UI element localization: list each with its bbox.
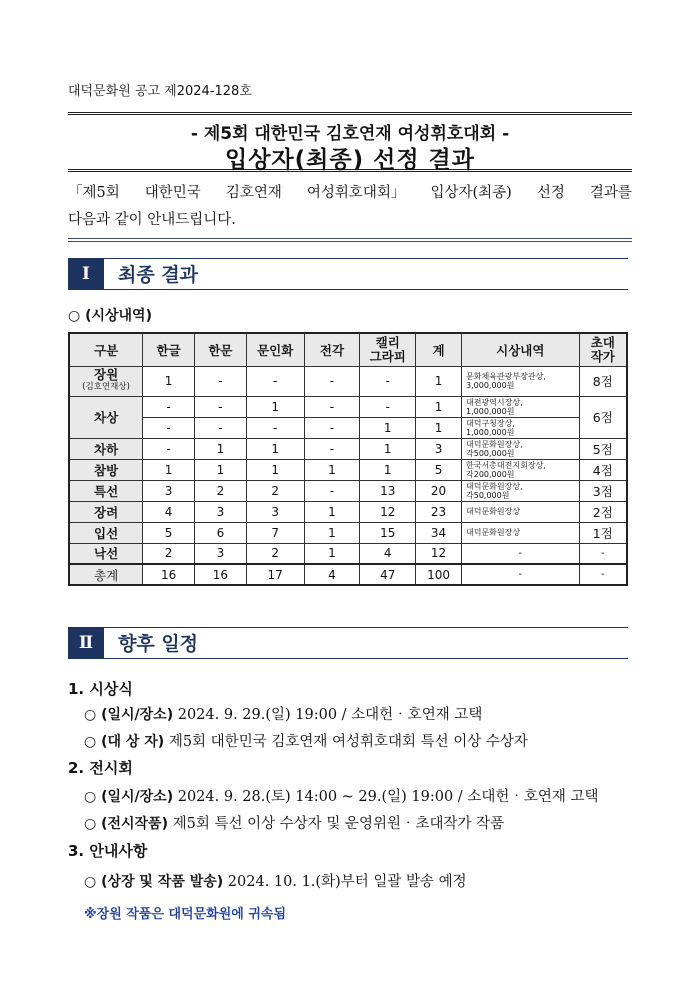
table-row <box>69 366 627 396</box>
col-header-invited-author: 초대 작가 <box>579 333 627 366</box>
cell-munin: 1 <box>246 438 304 459</box>
cell-munin: 1 <box>246 459 304 480</box>
title-box <box>68 112 632 172</box>
cell-hangul: 16 <box>143 564 195 585</box>
intro-word: 「제5회 <box>68 185 120 201</box>
col-header-grade: 구분 <box>69 333 143 366</box>
cell-calligraphy: 15 <box>360 522 416 543</box>
schedule-item-label: ○ (전시작품) <box>84 816 168 832</box>
grade-cell: 차하 <box>69 438 143 459</box>
cell-hanmun: - <box>194 417 246 438</box>
schedule-item-label: ○ (일시/장소) <box>84 707 174 723</box>
cell-hanmun: - <box>194 396 246 417</box>
intro-divider <box>68 238 632 242</box>
cell-munin: - <box>246 366 304 396</box>
schedule-heading-exhibition: 2. 전시회 <box>68 759 133 777</box>
section-number: Ⅱ <box>68 627 104 659</box>
col-header-jeongak: 전각 <box>304 333 360 366</box>
cell-total: 1 <box>416 366 462 396</box>
cell-award: 대덕문화원장상, 각500,000원 <box>462 438 580 459</box>
cell-jeongak: - <box>304 417 360 438</box>
schedule-item-label: ○ (일시/장소) <box>84 789 174 805</box>
awards-subheading: ○ (시상내역) <box>68 308 152 324</box>
cell-jeongak: - <box>304 438 360 459</box>
table-header-row <box>69 333 627 366</box>
cell-jeongak: - <box>304 366 360 396</box>
cell-munin: 2 <box>246 543 304 564</box>
ownership-note: ※장원 작품은 대덕문화원에 귀속됨 <box>84 907 287 922</box>
cell-award: 대덕문화원장상, 각50,000원 <box>462 480 580 501</box>
cell-hangul: 4 <box>143 501 195 522</box>
cell-jeongak: - <box>304 396 360 417</box>
schedule-item-text: 제5회 특선 이상 수상자 및 운영위원‧초대작가 작품 <box>167 816 505 832</box>
col-header-hanmun: 한문 <box>194 333 246 366</box>
col-header-total: 계 <box>416 333 462 366</box>
cell-total: 20 <box>416 480 462 501</box>
schedule-item <box>84 785 598 806</box>
table-row <box>69 396 627 417</box>
cell-total: 5 <box>416 459 462 480</box>
cell-hanmun: 3 <box>194 543 246 564</box>
section-title: 향후 일정 <box>118 633 199 655</box>
cell-hangul: 3 <box>143 480 195 501</box>
grade-cell <box>69 366 143 396</box>
cell-award: 대덕문화원장상 <box>462 501 580 522</box>
cell-hangul: - <box>143 396 195 417</box>
intro-word: 입상자(최종) <box>430 185 512 201</box>
section-number: Ⅰ <box>68 258 104 290</box>
cell-hangul: 1 <box>143 459 195 480</box>
cell-invited-author: 4점 <box>579 459 627 480</box>
schedule-item-label: ○ (대 상 자) <box>84 734 165 750</box>
grade-cell: 총계 <box>69 564 143 585</box>
table-row <box>69 459 627 480</box>
cell-invited-author: - <box>579 564 627 585</box>
cell-munin: 7 <box>246 522 304 543</box>
cell-hanmun: - <box>194 366 246 396</box>
section-heading-2 <box>68 627 628 659</box>
results-table <box>68 332 628 586</box>
page-title: 입상자(최종) 선정 결과 <box>224 147 475 173</box>
cell-hangul: 5 <box>143 522 195 543</box>
notice-number: 대덕문화원 공고 제2024-128호 <box>68 84 252 99</box>
table-row <box>69 438 627 459</box>
cell-invited-author: 1점 <box>579 522 627 543</box>
table-row <box>69 501 627 522</box>
cell-calligraphy: 1 <box>360 417 416 438</box>
cell-award: - <box>462 543 580 564</box>
schedule-item-text: 2024. 9. 28.(토) 14:00 ~ 29.(일) 19:00 / 소대헌‧호연재 고택 <box>173 789 599 805</box>
cell-total: 34 <box>416 522 462 543</box>
intro-word: 대한민국 <box>144 185 201 201</box>
cell-invited-author: 6점 <box>579 396 627 438</box>
cell-jeongak: 1 <box>304 459 360 480</box>
grade-cell: 참방 <box>69 459 143 480</box>
cell-hanmun: 16 <box>194 564 246 585</box>
cell-calligraphy: 4 <box>360 543 416 564</box>
cell-invited-author: 2점 <box>579 501 627 522</box>
cell-calligraphy: - <box>360 366 416 396</box>
cell-hangul: 2 <box>143 543 195 564</box>
cell-invited-author: 5점 <box>579 438 627 459</box>
cell-hangul: 1 <box>143 366 195 396</box>
intro-word: 여성휘호대회」 <box>306 185 406 201</box>
cell-award: - <box>462 564 580 585</box>
cell-total: 3 <box>416 438 462 459</box>
cell-calligraphy: 12 <box>360 501 416 522</box>
cell-jeongak: 4 <box>304 564 360 585</box>
schedule-item-text: 2024. 9. 29.(일) 19:00 / 소대헌‧호연재 고택 <box>173 707 483 723</box>
cell-hanmun: 1 <box>194 438 246 459</box>
table-row <box>69 480 627 501</box>
cell-hanmun: 1 <box>194 459 246 480</box>
cell-total: 1 <box>416 417 462 438</box>
schedule-item <box>84 730 528 751</box>
section-title: 최종 결과 <box>118 264 199 286</box>
intro-line-2: 다음과 같이 안내드립니다. <box>68 212 236 228</box>
schedule-item-text: 2024. 10. 1.(화)부터 일괄 발송 예정 <box>223 874 467 890</box>
col-header-hangul: 한글 <box>143 333 195 366</box>
intro-word: 결과를 <box>589 185 632 201</box>
schedule-item-label: ○ (상장 및 작품 발송) <box>84 874 224 890</box>
cell-munin: 3 <box>246 501 304 522</box>
cell-munin: 2 <box>246 480 304 501</box>
cell-total: 1 <box>416 396 462 417</box>
cell-award: 대덕문화원장상 <box>462 522 580 543</box>
cell-award: 대덕구청장상, 1,000,000원 <box>462 417 580 438</box>
cell-hangul: - <box>143 438 195 459</box>
grade-cell: 장려 <box>69 501 143 522</box>
col-header-award: 시상내역 <box>462 333 580 366</box>
cell-calligraphy: 13 <box>360 480 416 501</box>
grade-cell: 특선 <box>69 480 143 501</box>
schedule-item <box>84 812 504 833</box>
cell-invited-author: 3점 <box>579 480 627 501</box>
schedule-heading-notice: 3. 안내사항 <box>68 842 148 860</box>
table-row <box>69 522 627 543</box>
cell-calligraphy: 47 <box>360 564 416 585</box>
cell-hanmun: 3 <box>194 501 246 522</box>
cell-munin: 17 <box>246 564 304 585</box>
cell-jeongak: 1 <box>304 543 360 564</box>
schedule-item <box>84 703 482 724</box>
cell-calligraphy: 1 <box>360 459 416 480</box>
grade-sublabel: (김호연재상) <box>82 382 130 392</box>
grade-cell: 낙선 <box>69 543 143 564</box>
cell-total: 23 <box>416 501 462 522</box>
grade-cell: 입선 <box>69 522 143 543</box>
intro-word: 김호연재 <box>225 185 282 201</box>
cell-hanmun: 6 <box>194 522 246 543</box>
intro-word: 선정 <box>536 185 565 201</box>
cell-invited-author: - <box>579 543 627 564</box>
schedule-item <box>84 870 467 891</box>
title-subtitle: - 제5회 대한민국 김호연재 여성휘호대회 - <box>190 124 510 144</box>
section-heading-1 <box>68 258 628 290</box>
cell-award: 문화체육관광부장관상, 3,000,000원 <box>462 366 580 396</box>
cell-jeongak: 1 <box>304 501 360 522</box>
grade-label: 장원 <box>94 367 119 382</box>
intro-paragraph <box>68 180 632 234</box>
cell-calligraphy: - <box>360 396 416 417</box>
cell-total: 12 <box>416 543 462 564</box>
schedule-heading-ceremony: 1. 시상식 <box>68 680 133 698</box>
cell-jeongak: 1 <box>304 522 360 543</box>
schedule-item-text: 제5회 대한민국 김호연재 여성휘호대회 특선 이상 수상자 <box>164 734 528 750</box>
table-row <box>69 543 627 564</box>
cell-munin: - <box>246 417 304 438</box>
cell-hanmun: 2 <box>194 480 246 501</box>
cell-total: 100 <box>416 564 462 585</box>
grade-cell: 차상 <box>69 396 143 438</box>
intro-line-1 <box>68 180 632 207</box>
cell-hangul: - <box>143 417 195 438</box>
cell-jeongak: - <box>304 480 360 501</box>
cell-award: 대전광역시장상, 1,000,000원 <box>462 396 580 417</box>
cell-munin: 1 <box>246 396 304 417</box>
col-header-munin: 문인화 <box>246 333 304 366</box>
cell-calligraphy: 1 <box>360 438 416 459</box>
table-row <box>69 417 627 438</box>
cell-invited-author: 8점 <box>579 366 627 396</box>
cell-award: 한국서총대전지회장상, 각200,000원 <box>462 459 580 480</box>
col-header-calligraphy: 캘리 그라피 <box>360 333 416 366</box>
table-total-row <box>69 564 627 585</box>
